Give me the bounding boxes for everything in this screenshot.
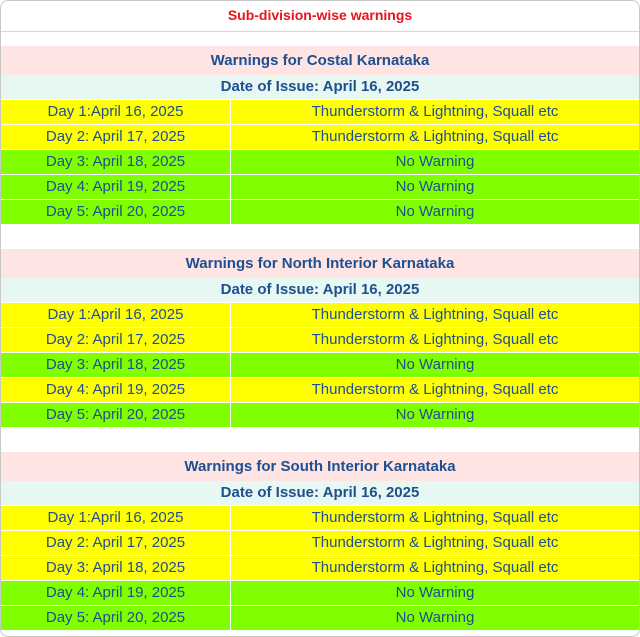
warning-cell: Thunderstorm & Lightning, Squall etc [311, 559, 559, 576]
warning-cell: Thunderstorm & Lightning, Squall etc [311, 306, 559, 323]
day-cell: Day 2: April 17, 2025 [1, 531, 231, 555]
table-row [1, 377, 639, 402]
day-cell: Day 4: April 19, 2025 [1, 581, 231, 605]
day-cell: Day 5: April 20, 2025 [1, 606, 231, 630]
day-cell: Day 2: April 17, 2025 [1, 125, 231, 149]
table-row [1, 174, 639, 199]
warning-cell: Thunderstorm & Lightning, Squall etc [311, 103, 559, 120]
section-heading: Warnings for Costal Karnataka [1, 46, 639, 75]
day-cell: Day 4: April 19, 2025 [1, 175, 231, 199]
warning-cell: No Warning [395, 153, 475, 170]
day-cell: Day 3: April 18, 2025 [1, 556, 231, 580]
warning-cell: No Warning [395, 178, 475, 195]
warning-cell: Thunderstorm & Lightning, Squall etc [311, 381, 559, 398]
table-row [1, 149, 639, 174]
warning-cell: Thunderstorm & Lightning, Squall etc [311, 128, 559, 145]
day-cell: Day 5: April 20, 2025 [1, 200, 231, 224]
table-row [1, 555, 639, 580]
day-cell: Day 1:April 16, 2025 [1, 303, 231, 327]
warning-table [1, 302, 639, 428]
table-row [1, 580, 639, 605]
day-cell: Day 3: April 18, 2025 [1, 353, 231, 377]
day-cell: Day 3: April 18, 2025 [1, 150, 231, 174]
table-row [1, 530, 639, 555]
warning-cell: No Warning [395, 356, 475, 373]
warning-table [1, 505, 639, 631]
table-row [1, 605, 639, 631]
day-cell: Day 1:April 16, 2025 [1, 100, 231, 124]
section-north-interior-karnataka [1, 249, 639, 428]
table-row [1, 505, 639, 530]
day-cell: Day 2: April 17, 2025 [1, 328, 231, 352]
date-of-issue: Date of Issue: April 16, 2025 [1, 278, 639, 302]
date-of-issue: Date of Issue: April 16, 2025 [1, 75, 639, 99]
day-cell: Day 5: April 20, 2025 [1, 403, 231, 427]
section-south-interior-karnataka [1, 452, 639, 631]
warning-table [1, 99, 639, 225]
day-cell: Day 4: April 19, 2025 [1, 378, 231, 402]
table-row [1, 352, 639, 377]
section-heading: Warnings for North Interior Karnataka [1, 249, 639, 278]
warning-cell: Thunderstorm & Lightning, Squall etc [311, 331, 559, 348]
warning-cell: No Warning [395, 609, 475, 626]
warning-cell: No Warning [395, 584, 475, 601]
table-row [1, 99, 639, 124]
section-coastal-karnataka [1, 46, 639, 225]
section-heading: Warnings for South Interior Karnataka [1, 452, 639, 481]
date-of-issue: Date of Issue: April 16, 2025 [1, 481, 639, 505]
table-row [1, 402, 639, 428]
table-row [1, 302, 639, 327]
page-title: Sub-division-wise warnings [1, 1, 639, 32]
day-cell: Day 1:April 16, 2025 [1, 506, 231, 530]
warning-cell: No Warning [395, 406, 475, 423]
table-row [1, 199, 639, 225]
warning-cell: No Warning [395, 203, 475, 220]
warning-cell: Thunderstorm & Lightning, Squall etc [311, 509, 559, 526]
warning-cell: Thunderstorm & Lightning, Squall etc [311, 534, 559, 551]
table-row [1, 327, 639, 352]
table-row [1, 124, 639, 149]
